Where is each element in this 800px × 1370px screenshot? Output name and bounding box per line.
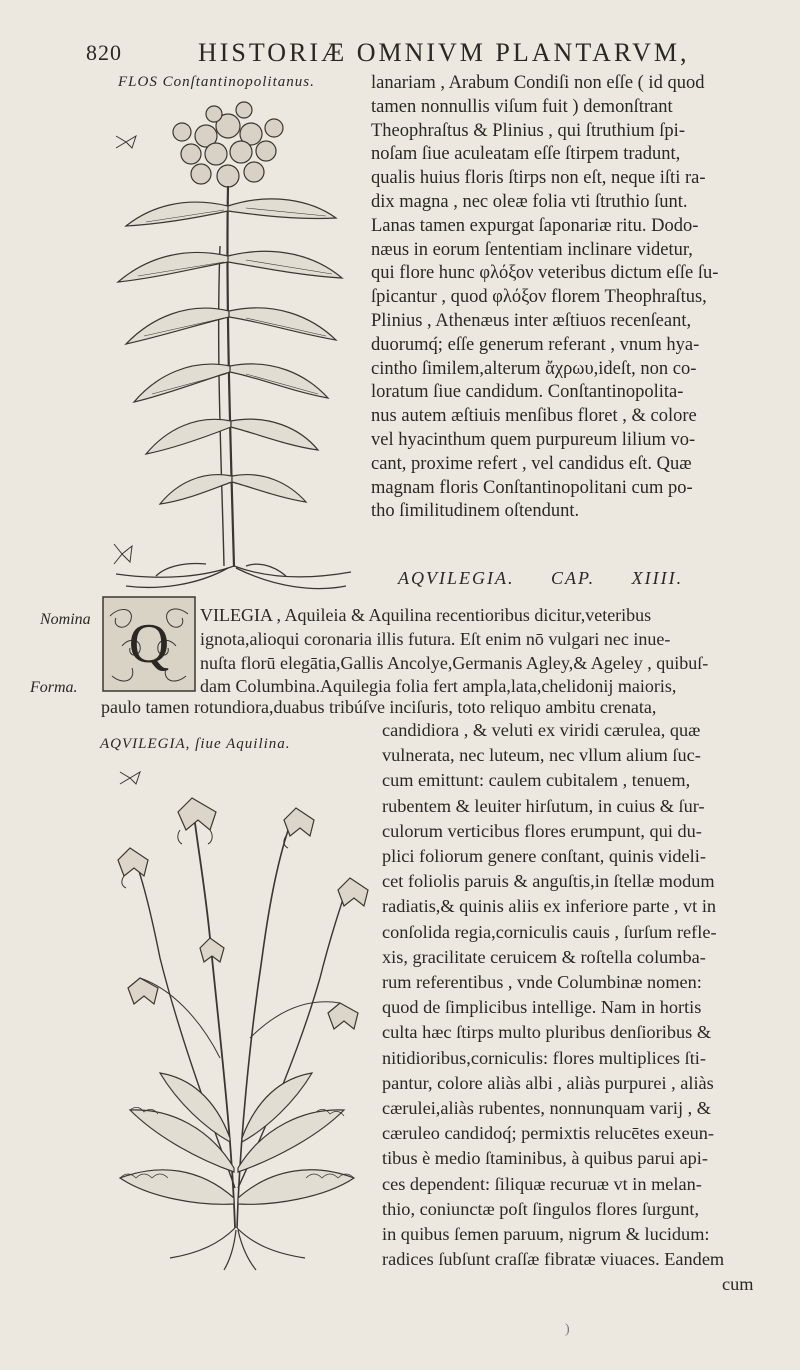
running-head <box>86 38 726 68</box>
text-line: cum emittunt: caulem cubitalem , tenuem, <box>382 770 691 791</box>
chapter-heading: AQVILEGIA. CAP. XIIII. <box>398 568 684 588</box>
text-line: qualis huius floris ſtirps non eſt, neque iſti ra- <box>371 168 706 189</box>
text-line: xis, gracilitate ceruicem & roſtella columba- <box>382 946 706 967</box>
text-line: tibus è medio ſtaminibus, à quibus parui api- <box>382 1148 708 1169</box>
text-line: ſpicantur , quod φλόξον florem Theophraſtus, <box>371 287 707 308</box>
text-line: culorum verticibus flores erumpunt, qui du- <box>382 820 702 841</box>
text-line: radices ſubſunt craſſæ fibratæ viuaces. Eandem <box>382 1249 725 1270</box>
text-line: Lanas tamen expurgat ſaponariæ ritu. Dodo- <box>371 215 699 236</box>
text-line: qui flore hunc φλόξον veteribus dictum eſſe ſu- <box>371 263 719 284</box>
text-line: cet foliolis paruis & anguſtis,in ſtellæ modum <box>382 871 715 892</box>
text-line: culta hæc ſtirps multo pluribus denſioribus & <box>382 1022 712 1043</box>
text-column-flos <box>371 72 771 524</box>
page-number: 820 <box>86 40 122 65</box>
ink-mark: ) <box>565 1322 570 1337</box>
text-column-aquilegia-description <box>382 718 772 1298</box>
figure-caption-flos: FLOS Conſtantinopolitanus. <box>118 74 315 90</box>
text-line: duorumq́; eſſe generum referant , vnum hya- <box>371 334 700 355</box>
text-line-full-width <box>101 696 781 720</box>
text-line: thio, coniunctæ poſt ſingulos flores ſurgunt, <box>382 1198 700 1219</box>
text-line: rum referentibus , vnde Columbinæ nomen: <box>382 972 702 993</box>
text-line: VILEGIA , Aquileia & Aquilina recentioribus dicitur,veteribus <box>200 605 652 625</box>
sidenote-forma: Forma. <box>30 679 78 696</box>
text-line: dix magna , nec oleæ folia vti ſtruthio ſunt. <box>371 191 688 212</box>
text-line: radiatis,& quinis aliis ex inferiore parte , vt in <box>382 896 717 917</box>
text-line: lanariam , Arabum Condiſi non eſſe ( id quod <box>371 73 705 93</box>
text-line: dam Columbina.Aquilegia folia fert ampla,lata,chelidonij maioris, <box>200 676 677 697</box>
running-title: HISTORIÆ OMNIVM PLANTARVM, <box>198 38 690 67</box>
text-line: quod de ſimplicibus intellige. Nam in hortis <box>382 997 702 1018</box>
text-line: conſolida regia,corniculis cauis , ſurſum refle- <box>382 921 717 942</box>
text-line: nus autem æſtiuis menſibus floret , & colore <box>371 406 697 427</box>
text-line: nuſta florū elegātia,Gallis Ancolye,Germanis Agley,& Ageley , quibuſ- <box>200 652 709 673</box>
text-line: in quibus ſemen paruum, nigrum & lucidum: <box>382 1224 710 1245</box>
initial-letter: Q <box>128 613 170 675</box>
text-line: candidiora , & veluti ex viridi cærulea, quæ <box>382 720 701 740</box>
text-line: Theophraſtus & Plinius , qui ſtruthium ſpi- <box>371 120 685 141</box>
figure-caption-aquilegia: AQVILEGIA, ſiue Aquilina. <box>100 736 291 752</box>
text-line: Plinius , Athenæus inter æſtiuos recenſeant, <box>371 310 692 331</box>
text-line: cant, proxime refert , vel candidus eſt. Quæ <box>371 453 692 474</box>
text-line: cæruleo candidoq́; permixtis relucētes exeun- <box>382 1123 714 1144</box>
text-line: loratum ſiue candidum. Conſtantinopolita- <box>371 382 684 403</box>
text-line: magnam floris Conſtantinopolitani cum po- <box>371 477 693 498</box>
text-line: vel hyacinthum quem purpureum lilium vo- <box>371 429 696 450</box>
columbine-flowers <box>118 798 368 1029</box>
text-line: tho ſimilitudinem oſtendunt. <box>371 501 580 522</box>
text-line: pantur, colore aliàs albi , aliàs purpurei , aliàs <box>382 1072 714 1093</box>
flower-cluster <box>173 102 283 187</box>
text-line: plici foliorum genere conſtant, quinis videli- <box>382 846 706 867</box>
text-line: paulo tamen rotundiora,duabus tribúſve inciſuris, toto reliquo ambitu crenata, <box>101 697 657 717</box>
text-line: næus in eorum ſententiam inclinare videtur, <box>371 239 693 260</box>
decorated-initial-q <box>102 596 196 692</box>
text-line: ces dependent: ſiliquæ recuruæ vt in melan- <box>382 1173 702 1194</box>
text-column-aquilegia-intro <box>200 604 780 699</box>
lychnis-woodcut-illustration <box>96 96 358 596</box>
text-line: cintho ſimilem,alterum ἄχρωυ,ideſt, non co- <box>371 358 697 379</box>
text-line: nitidioribus,corniculis: flores multiplices ſti- <box>382 1047 706 1068</box>
text-line: cærulei,aliàs rubentes, nonnunquam varij , & <box>382 1098 711 1119</box>
text-line: ignota,alioqui coronaria illis futura. Eſt enim nō vulgari nec inue- <box>200 628 671 649</box>
catchword: cum <box>722 1274 754 1295</box>
text-line: noſam ſiue aculeatam eſſe ſtirpem tradunt, <box>371 144 681 165</box>
text-line: vulnerata, nec luteum, nec vllum alium ſuc- <box>382 745 701 766</box>
text-line: tamen nonnullis viſum fuit ) demonſtrant <box>371 96 673 117</box>
text-line: rubentem & leuiter hirſutum, in cuius & ſur- <box>382 795 705 816</box>
sidenote-nomina: Nomina <box>40 611 91 628</box>
columbine-woodcut-illustration <box>100 758 370 1273</box>
